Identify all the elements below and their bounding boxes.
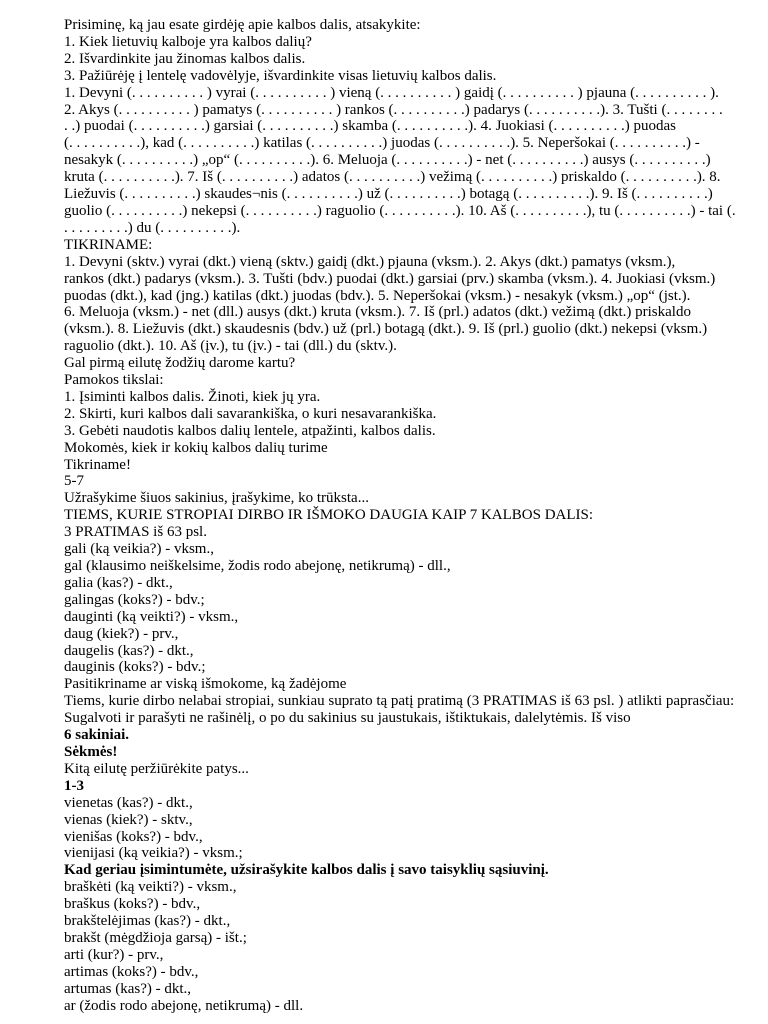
text-line: Prisiminę, ką jau esate girdėję apie kalbos dalis, atsakykite: (64, 17, 421, 33)
text-line: 1. Devyni (sktv.) vyrai (dkt.) vieną (sktv.) gaidį (dkt.) pjauna (vksm.). 2. Akys (dkt.) pamatys (vksm.), (64, 253, 676, 270)
document-body (64, 17, 754, 1014)
text-line: braškus (koks?) - bdv., (64, 896, 201, 913)
text-line: Pasitikriname ar viską išmokome, ką žadėjome (64, 676, 347, 693)
text-line: gal (klausimo neiškelsime, žodis rodo abejonę, netikrumą) - dll., (64, 558, 451, 574)
text-line: vienijasi (ką veikia?) - vksm.; (64, 845, 243, 862)
text-line: Kitą eilutę peržiūrėkite patys... (64, 760, 249, 777)
text-line: dauginti (ką veikti?) - vksm., (64, 608, 239, 625)
text-line: nesakyk (. . . . . . . . . .) „op“ (. . . . . . . . . .). 6. Meluoja (. . . . . . . . . .) - net (. . . . . . . . . .) ausys (. . . . . . . . . .) (64, 152, 711, 169)
text-line: (. . . . . . . . . .), kad (. . . . . . . . . .) katilas (. . . . . . . . . .) juodas (. . . . . . . . . .). 5. Neperšokai (. . . . . . . . . .) - (64, 135, 700, 152)
text-line: daugelis (kas?) - dkt., (64, 642, 194, 659)
text-line: dauginis (koks?) - bdv.; (64, 659, 206, 676)
text-line: TIEMS, KURIE STROPIAI DIRBO IR IŠMOKO DAUGIA KAIP 7 KALBOS DALIS: (64, 507, 594, 524)
text-line: Gal pirmą eilutę žodžių darome kartu? (64, 355, 296, 372)
text-line: 1. Devyni (. . . . . . . . . . ) vyrai (. . . . . . . . . . ) vieną (. . . . . . . . . . ) gaidį (. . . . . . . . . . ) pjauna (. . . . . . . . . . ). (64, 84, 719, 101)
text-line: Kad geriau įsimintumėte, užsirašykite kalbos dalis į savo taisyklių sąsiuvinį. (64, 862, 549, 879)
text-line: puodas (dkt.), kad (jng.) katilas (dkt.) juodas (bdv.). 5. Neperšokai (vksm.) - nesakyk (vksm.) „op“ (jst.). (64, 287, 691, 304)
text-line: 1. Įsiminti kalbos dalis. Žinoti, kiek jų yra. (64, 388, 321, 405)
text-line: 3. Gebėti naudotis kalbos dalių lentele, atpažinti, kalbos dalis. (64, 422, 436, 439)
text-line: 2. Akys (. . . . . . . . . . ) pamatys (. . . . . . . . . . ) rankos (. . . . . . . . . .) padarys (. . . . . . . . . .). 3. Tušti (. . . . . . . . (64, 101, 723, 118)
text-line: braškėti (ką veikti?) - vksm., (64, 879, 237, 896)
text-line: gali (ką veikia?) - vksm., (64, 541, 214, 558)
text-line: guolio (. . . . . . . . . .) nekepsi (. . . . . . . . . .) raguolio (. . . . . . . . . .). 10. Aš (. . . . . . . . . .), tu (. . . . . . . . . .) - tai (. (64, 202, 736, 219)
text-line: 6. Meluoja (vksm.) - net (dll.) ausys (dkt.) kruta (vksm.). 7. Iš (prl.) adatos (dkt.) vežimą (dkt.) priskaldo (64, 304, 691, 321)
text-line: 3 PRATIMAS iš 63 psl. (64, 524, 207, 541)
text-line: artimas (koks?) - bdv., (64, 963, 199, 980)
text-line: 3. Pažiūrėję į lentelę vadovėlyje, išvardinkite visas lietuvių kalbos dalis. (64, 67, 497, 84)
text-line: 2. Išvardinkite jau žinomas kalbos dalis. (64, 50, 306, 67)
text-line: Užrašykime šiuos sakinius, įrašykime, ko trūksta... (64, 490, 369, 507)
text-line: ar (žodis rodo abejonę, netikrumą) - dll. (64, 997, 304, 1014)
text-line: vienas (kiek?) - sktv., (64, 811, 193, 828)
text-line: Mokomės, kiek ir kokių kalbos dalių turime (64, 439, 328, 456)
text-line: 6 sakiniai. (64, 727, 130, 744)
text-line: brakštelėjimas (kas?) - dkt., (64, 913, 231, 930)
text-line: artumas (kas?) - dkt., (64, 980, 192, 997)
text-line: (vksm.). 8. Liežuvis (dkt.) skaudesnis (bdv.) už (prl.) botagą (dkt.). 9. Iš (prl.) guolio (dkt.) nekepsi (vksm.) (64, 321, 708, 338)
text-line: brakšt (mėgdžioja garsą) - išt.; (64, 929, 247, 946)
text-line: 1. Kiek lietuvių kalboje yra kalbos dalių? (64, 33, 312, 50)
text-line: Tiems, kurie dirbo nelabai stropiai, sunkiau suprato tą patį pratimą (3 PRATIMAS iš 63 psl. ) atlikti paprasčiau: Sugalvoti ir parašyti ne rašinėlį, o po du sakinius su jaustukais, ištiktukais, dalelytėmis. Iš viso (64, 693, 735, 727)
text-line: Tikriname! (64, 456, 131, 473)
text-line: 5-7 (64, 473, 84, 490)
text-line: arti (kur?) - prv., (64, 946, 164, 963)
text-line: daug (kiek?) - prv., (64, 625, 179, 642)
text-line: 1-3 (64, 777, 84, 794)
text-line: . .) puodai (. . . . . . . . . .) garsiai (. . . . . . . . . .) skamba (. . . . . . . . . .). 4. Juokiasi (. . . . . . . . . .) puodas (64, 118, 676, 135)
text-line: Sėkmės! (64, 743, 118, 760)
text-line: 2. Skirti, kuri kalbos dali savarankiška, o kuri nesavarankiška. (64, 405, 437, 422)
text-line: Pamokos tikslai: (64, 372, 164, 389)
text-line: TIKRINAME: (64, 236, 153, 253)
text-line: kruta (. . . . . . . . . .). 7. Iš (. . . . . . . . . .) adatos (. . . . . . . . . .) vežimą (. . . . . . . . . .) priskaldo (. . . . . . . . . .). 8. (64, 169, 721, 186)
text-line: galia (kas?) - dkt., (64, 574, 173, 591)
text-line: vienetas (kas?) - dkt., (64, 794, 193, 811)
text-line: Liežuvis (. . . . . . . . . .) skaudes¬nis (. . . . . . . . . .) už (. . . . . . . . . .) botagą (. . . . . . . . . .). 9. Iš (. . . . . . . . . .) (64, 186, 713, 203)
text-line: galingas (koks?) - bdv.; (64, 591, 205, 608)
text-line: . . . . . . . . .) du (. . . . . . . . . .). (64, 219, 241, 236)
text-line: rankos (dkt.) padarys (vksm.). 3. Tušti (bdv.) puodai (dkt.) garsiai (prv.) skamba (vksm.). 4. Juokiasi (vksm.) (64, 270, 716, 287)
text-line: vienišas (koks?) - bdv., (64, 828, 203, 845)
text-line: raguolio (dkt.). 10. Aš (įv.), tu (įv.) - tai (dll.) du (sktv.). (64, 338, 397, 355)
